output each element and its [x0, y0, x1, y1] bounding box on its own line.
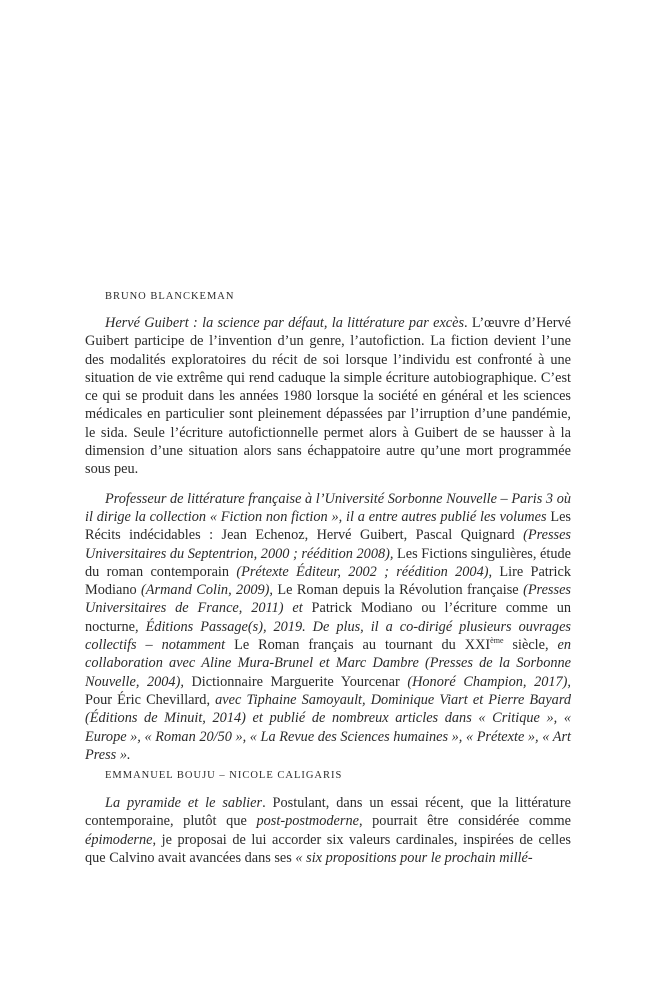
text-run: Pour Éric Chevillard,	[85, 691, 216, 708]
text-run: , pourrait être considérée comme	[358, 813, 571, 830]
text-run: Les Récits indécidables : Jean Echenoz, Hervé Guibert, Pascal Quignard	[85, 508, 571, 544]
italic-text: Éditions Passage(s), 2019. De plus, il a co-dirigé plusieurs ouvrages collectifs – notamment	[85, 618, 571, 654]
bio-paragraph	[85, 490, 571, 764]
italic-text: Professeur de littérature française à l’Université Sorbonne Nouvelle – Paris 3 où il dirige la collection « Fiction non fiction », il a entre autres publié les volumes	[85, 490, 571, 525]
text-run: , je proposai de lui accorder six valeurs cardinales, inspirées de celles que Calvino avait avancées dans ses	[85, 831, 571, 866]
author-heading: BRUNO BLANCKEMAN	[105, 291, 235, 302]
italic-text: (Armand Colin, 2009),	[141, 582, 278, 599]
italic-text: « six propositions pour le prochain millé-	[295, 849, 533, 866]
italic-text: (Presses Universitaires du Septentrion, 2000 ; réédition 2008),	[85, 527, 571, 562]
text-run: . L’œuvre d’Hervé Guibert participe de l’invention d’un genre, l’autofiction. La fiction devient l’une des modalités exploratoires du récit de soi lorsque l’individu est confronté à une situation de vie extrême qui rend caduque la simple écriture autobiographique. C’est ce qui se produit dans les années 1980 lorsque la société en général et les sciences médicales en particulier sont pleinement dépassées par l’irruption d’une pandémie, le sida. Seule l’écriture autofictionnelle permet alors à Guibert de se hausser à la dimension d’une situation alors sans échappatoire autre qu’une mort programmée sous peu.	[85, 315, 571, 478]
italic-text: (Presses Universitaires de France, 2011) et	[85, 582, 571, 617]
italic-text: en collaboration avec Aline Mura-Brunel et Marc Dambre (Presses de la Sorbonne Nouvelle, 2004),	[85, 637, 571, 690]
italic-text: Hervé Guibert : la science par défaut, la littérature par excès	[105, 315, 465, 331]
text-run: Le Roman depuis la Révolution française	[277, 582, 524, 599]
italic-text: (Prétexte Éditeur, 2002 ; réédition 2004),	[236, 563, 500, 580]
abstract-paragraph	[85, 794, 571, 867]
entry-blanckeman	[85, 290, 571, 764]
italic-text: La pyramide et le sablier	[105, 795, 263, 811]
italic-text: épimoderne	[85, 831, 153, 848]
superscript-text: ème	[490, 636, 504, 646]
italic-text: (Honoré Champion, 2017),	[407, 673, 571, 690]
text-run: Les Fictions singulières, étude du roman contemporain	[85, 545, 571, 580]
italic-text: post-postmoderne	[256, 813, 359, 830]
entry-bouju-caligaris	[85, 769, 571, 867]
text-run: Lire Patrick Modiano	[85, 563, 571, 599]
text-run: Le Roman français au tournant du XXI	[234, 637, 491, 654]
text-run: Patrick Modiano ou l’écriture comme un nocturne,	[85, 600, 571, 635]
text-run: Dictionnaire Marguerite Yourcenar	[191, 673, 408, 690]
italic-text: avec Tiphaine Samoyault, Dominique Viart et Pierre Bayard (Éditions de Minuit, 2014) et publié de nombreux articles dans « Critique », « Europe », « Roman 20/50 », « La Revue des Sciences humaines », « Prétexte », « Art Press ».	[85, 691, 571, 763]
text-run: . Postulant, dans un essai récent, que la littérature contemporaine, plutôt que	[85, 795, 572, 830]
abstract-paragraph	[85, 314, 571, 479]
author-heading: EMMANUEL BOUJU – NICOLE CALIGARIS	[105, 770, 343, 781]
text-run: siècle,	[503, 637, 558, 654]
